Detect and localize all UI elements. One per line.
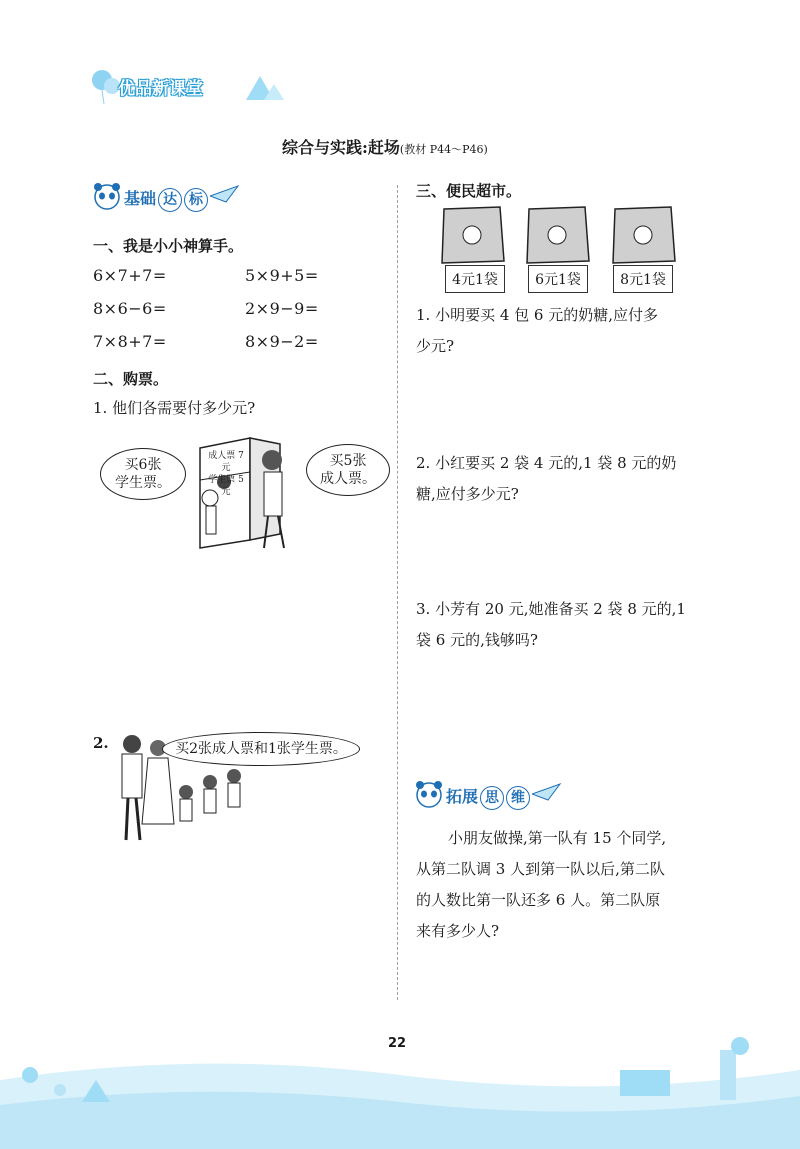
extension-question [416,823,706,947]
paper-plane-icon [210,184,240,204]
part3-heading: 三、便民超市。 [416,182,522,200]
ticket-booth-illustration [100,420,390,555]
math-item: 7×8+7= [93,332,167,351]
price-label: 4元1袋 [445,265,505,293]
question-line: 的人数比第一队还多 6 人。第二队原 [416,891,661,909]
question-3-3 [416,594,686,656]
math-item: 6×7+7= [93,266,167,285]
speech-bubble-right: 买5张 成人票。 [306,444,390,496]
question-2-1: 1. 他们各需要付多少元? [93,399,256,417]
textbook-ref: (教材 P44～P46) [399,143,488,156]
question-3-1 [416,300,658,362]
page-number: 22 [388,1036,407,1051]
price-sign [204,450,248,498]
section-badge-extension [414,778,564,814]
column-divider [397,185,398,1000]
question-2-2-number: 2. [93,734,109,752]
panda-icon [414,778,444,810]
part2-heading: 二、购票。 [93,370,169,388]
candy-bag-icon [611,205,679,265]
candy-bag-icon [440,205,508,265]
question-line: 2. 小红要买 2 袋 4 元的,1 袋 8 元的奶 [416,454,677,472]
section-badge-basic [92,180,242,216]
question-3-2 [416,448,676,510]
question-line: 袋 6 元的,钱够吗? [416,631,538,649]
page-title [282,135,488,158]
part1-heading: 一、我是小小神算手。 [93,237,244,255]
sign-student: 学生票 5元 [208,475,244,497]
question-line: 1. 小明要买 4 包 6 元的奶糖,应付多 [416,306,659,324]
sign-adult: 成人票 7元 [208,451,244,473]
question-line: 从第二队调 3 人到第一队以后,第二队 [416,860,665,878]
math-item: 2×9−9= [245,299,319,318]
panda-icon [92,180,122,212]
speech-bubble-left: 买6张 学生票。 [100,448,186,500]
price-label: 8元1袋 [613,265,673,293]
paper-plane-icon [532,782,562,802]
price-label: 6元1袋 [528,265,588,293]
brand-text: 优品新课堂 [118,79,203,99]
brand-logo [88,66,288,106]
math-item: 8×9−2= [245,332,319,351]
section-title-extension: 拓展 思 维 [446,784,530,810]
title-text: 综合与实践:赶场 [282,138,400,157]
question-line: 3. 小芳有 20 元,她准备买 2 袋 8 元的,1 [416,600,686,618]
math-item: 8×6−6= [93,299,167,318]
speech-bubble-family: 买2张成人票和1张学生票。 [162,732,360,766]
question-line: 来有多少人? [416,922,500,940]
family-illustration [118,728,368,848]
question-line: 糖,应付多少元? [416,485,519,503]
question-line: 少元? [416,337,455,355]
math-item: 5×9+5= [245,266,319,285]
section-title-basic: 基础 达 标 [124,186,208,212]
question-line: 小朋友做操,第一队有 15 个同学, [448,829,667,847]
candy-bag-icon [525,205,593,265]
